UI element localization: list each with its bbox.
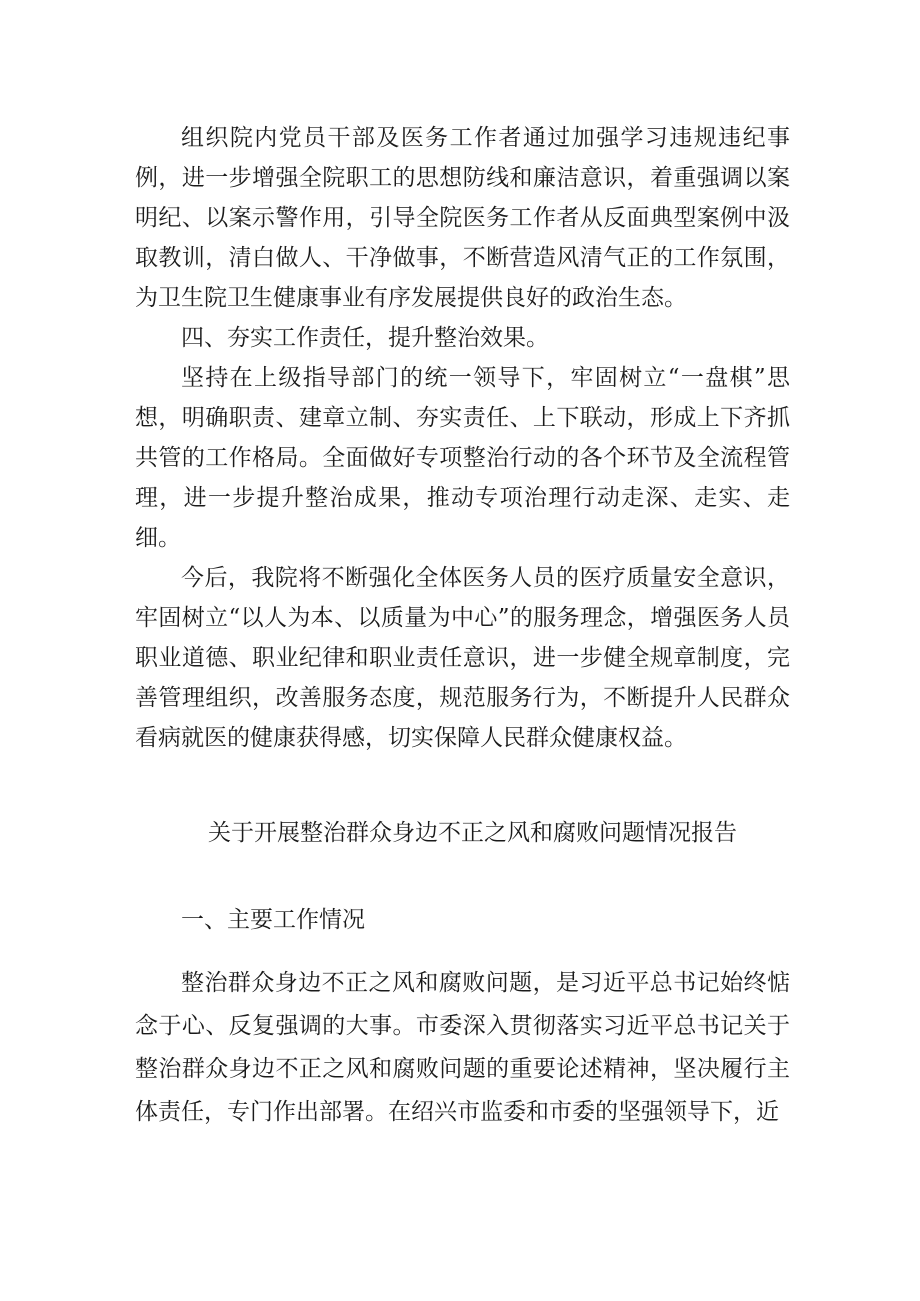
paragraph-future-plan: 今后，我院将不断强化全体医务人员的医疗质量安全意识，牢固树立“以人为本、以质量为中心”的服务理念，增强医务人员职业道德、职业纪律和职业责任意识，进一步健全规章制度，完善管理组织，改善服务态度，规范服务行为，不断提升人民群众看病就医的健康获得感，切实保障人民群众健康权益。 [135,565,790,751]
paragraph-main-work: 整治群众身边不正之风和腐败问题，是习近平总书记始终惦念于心、反复强调的大事。市委深入贯彻落实习近平总书记关于整治群众身边不正之风和腐败问题的重要论述精神，坚决履行主体责任，专门作出部署。在绍兴市监委和市委的坚强领导下，近 [135,970,790,1125]
paragraph-heading-four: 四、夯实工作责任，提升整治效果。 [181,325,549,351]
section-heading-main-work: 一、主要工作情况 [181,907,365,933]
report-title: 关于开展整治群众身边不正之风和腐败问题情况报告 [208,820,737,846]
document-body-upper [135,118,790,758]
paragraph-responsibility: 坚持在上级指导部门的统一领导下，牢固树立“一盘棋”思想，明确职责、建章立制、夯实责任、上下联动，形成上下齐抓共管的工作格局。全面做好专项整治行动的各个环节及全流程管理，进一步提升整治成果，推动专项治理行动走深、走实、走细。 [135,365,790,551]
paragraph-discipline-study: 组织院内党员干部及医务工作者通过加强学习违规违纪事例，进一步增强全院职工的思想防线和廉洁意识，着重强调以案明纪、以案示警作用，引导全院医务工作者从反面典型案例中汲取教训，清白做人、干净做事，不断营造风清气正的工作氛围，为卫生院卫生健康事业有序发展提供良好的政治生态。 [135,125,790,311]
